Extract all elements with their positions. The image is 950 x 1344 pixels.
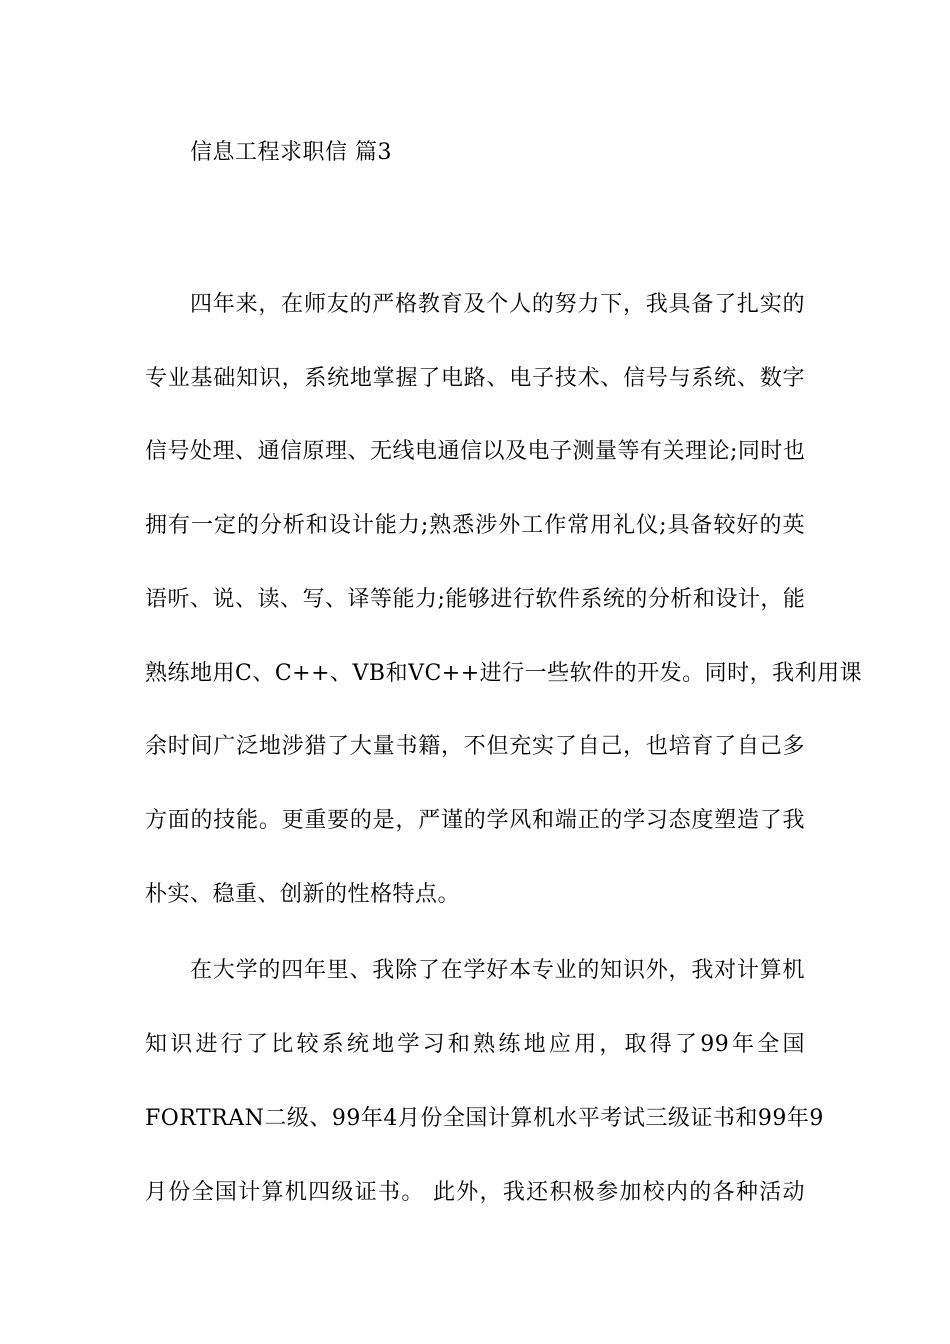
paragraph-2-line-3: FORTRAN二级、99年4月份全国计算机水平考试三级证书和99年9 [145, 1106, 824, 1131]
paragraph-1-line-2: 专业基础知识，系统地掌握了电路、电子技术、信号与系统、数字 [145, 366, 805, 391]
paragraph-1-line-5: 语听、说、读、写、译等能力;能够进行软件系统的分析和设计，能 [145, 587, 806, 612]
paragraph-1-line-3: 信号处理、通信原理、无线电通信以及电子测量等有关理论;同时也 [145, 439, 806, 464]
paragraph-2-line-1: 在大学的四年里、我除了在学好本专业的知识外，我对计算机 [190, 958, 805, 983]
paragraph-1-line-4: 拥有一定的分析和设计能力;熟悉涉外工作常用礼仪;具备较好的英 [145, 513, 805, 538]
document-title: 信息工程求职信 篇3 [190, 140, 392, 165]
paragraph-2-line-2: 知识进行了比较系统地学习和熟练地应用，取得了99年全国 [145, 1032, 805, 1057]
paragraph-2-line-4: 月份全国计算机四级证书。 此外，我还积极参加校内的各种活动 [145, 1180, 805, 1205]
paragraph-1-line-7: 余时间广泛地涉猎了大量书籍，不但充实了自己，也培育了自己多 [145, 734, 805, 759]
paragraph-1-line-8: 方面的技能。更重要的是，严谨的学风和端正的学习态度塑造了我 [145, 808, 805, 833]
paragraph-1-line-9: 朴实、稳重、创新的性格特点。 [145, 882, 461, 907]
paragraph-1-line-1: 四年来，在师友的严格教育及个人的努力下，我具备了扎实的 [190, 292, 805, 317]
paragraph-1-line-6: 熟练地用C、C++、VB和VC++进行一些软件的开发。同时，我利用课 [145, 661, 863, 686]
